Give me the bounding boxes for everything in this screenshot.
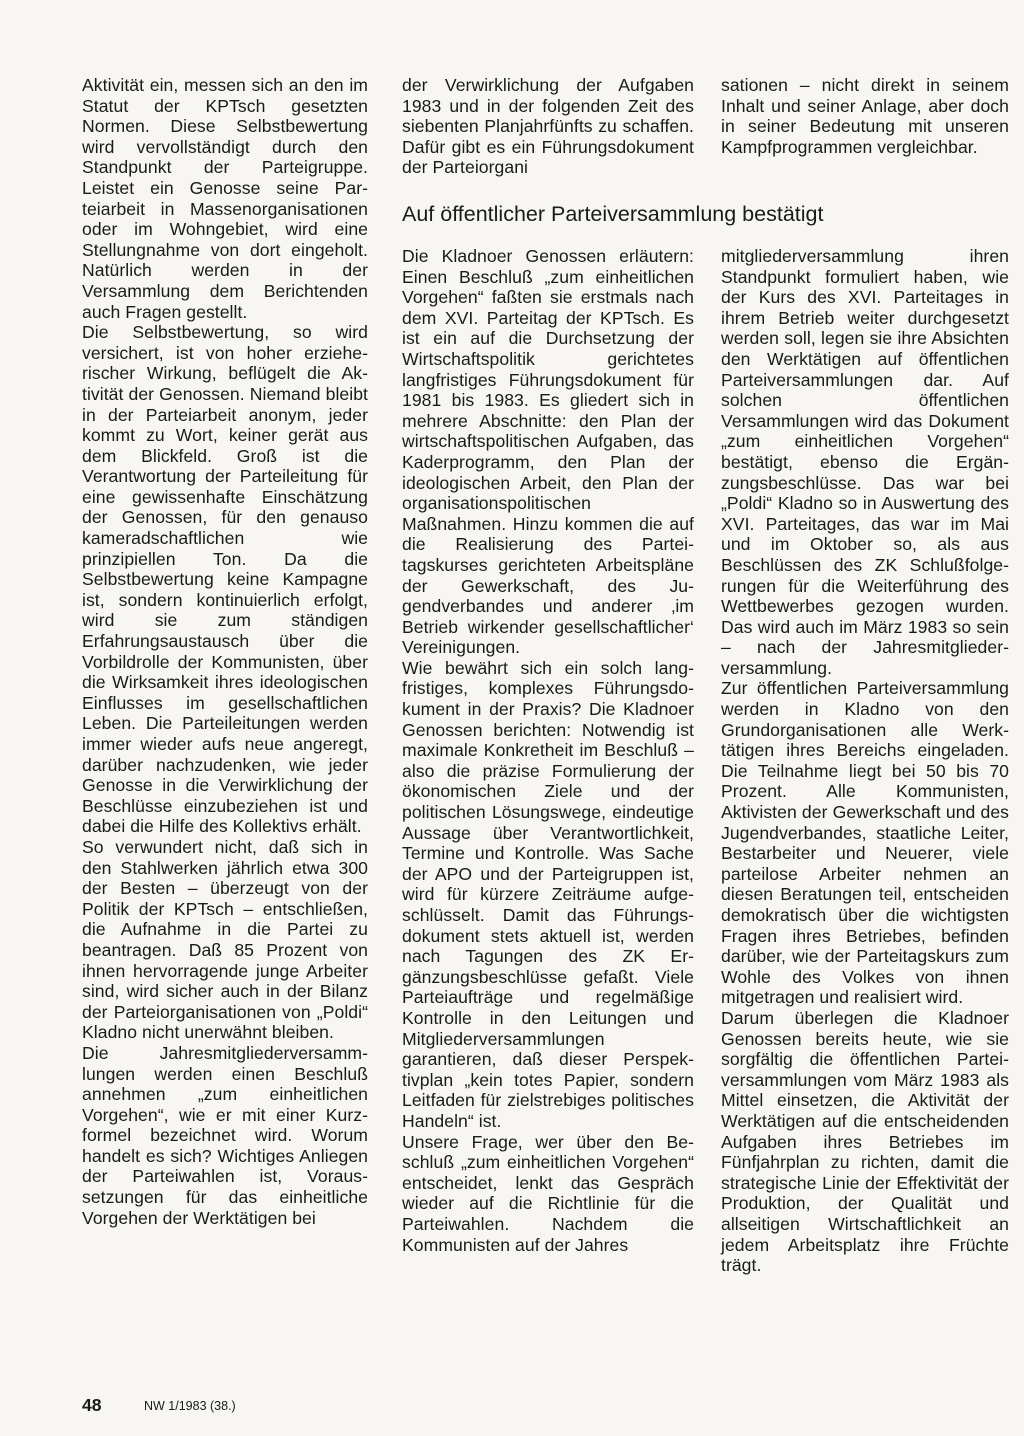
paragraph: Die Jahresmitgliederversammlungen werden einen Beschluß annehmen „zum einheitlichen Vorgehen“, wie er mit einer Kurzformel bezeichnet wird. Worum handelt es sich? Wichtiges Anliegen der Parteiwahlen ist, Voraussetzungen für das einheitliche Vorgehen der Werktätigen bei bbox=[82, 1042, 368, 1228]
column-1 bbox=[82, 75, 368, 1228]
paragraph: sationen – nicht direkt in seinem Inhalt und seiner Anlage, aber doch in seiner Bedeutung mit unseren Kampfprogrammen vergleichbar. bbox=[721, 75, 1009, 157]
paragraph: Darum überlegen die Kladnoer Genossen bereits heute, wie sie sorgfältig die öffentlichen Parteiversammlungen vom März 1983 als Mittel einsetzen, die Aktivität der Werktätigen auf die entscheidenden Aufgaben ihres Betriebes im Fünfjahrplan zu richten, damit die strategische Linie der Effektivität der Produktion, der Qualität und allseitigen Wirtschaftlichkeit an jedem Arbeitsplatz ihre Früchte trägt. bbox=[721, 1007, 1009, 1276]
paragraph: mitgliederversammlung ihren Standpunkt formuliert haben, wie der Kurs des XVI. Parteitages in ihrem Betrieb weiter durchgesetzt werden soll, legen sie ihre Absichten den Werktätigen auf öffentlichen Parteiversammlungen dar. Auf solchen öffentlichen Versammlungen wird das Dokument „zum einheitlichen Vorgehen“ bestätigt, ebenso die Ergänzungsbeschlüsse. Das war bei „Poldi“ Kladno so in Auswertung des XVI. Parteitages, das war im Mai und im Oktober so, als aus Beschlüssen des ZK Schlußfolgerungen für die Weiterführung des Wettbewerbes gezogen wurden. Das wird auch im März 1983 so sein – nach der Jahresmitgliederversammlung. bbox=[721, 246, 1009, 678]
paragraph: Die Kladnoer Genossen erläutern: Einen Beschluß „zum einheitlichen Vorgehen“ faßten sie erstmals nach dem XVI. Parteitag der KPTsch. Es ist ein auf die Durchsetzung der Wirtschaftspolitik gerichtetes langfristiges Führungsdokument für 1981 bis 1983. Es gliedert sich in mehrere Abschnitte: den Plan der wirtschaftspolitischen Aufgaben, das Kaderprogramm, den Plan der ideologischen Arbeit, den Plan der organisationspolitischen Maßnahmen. Hinzu kommen die auf die Realisierung des Parteitagskurses gerichteten Arbeitspläne der Gewerkschaft, des Jugendverbandes und anderer ‚im Betrieb wirkender gesellschaftlicher‘ Vereinigungen. bbox=[402, 246, 694, 658]
paragraph: Unsere Frage, wer über den Beschluß „zum einheitlichen Vorgehen“ entscheidet, lenkt das Gespräch wieder auf die Richtlinie für die Parteiwahlen. Nachdem die Kommunisten auf der Jahres bbox=[402, 1131, 694, 1255]
issue-reference: NW 1/1983 (38.) bbox=[144, 1399, 236, 1413]
paragraph: Wie bewährt sich ein solch langfristiges, komplexes Führungsdokument in der Praxis? Die Kladnoer Genossen berichten: Notwendig ist maximale Konkretheit im Beschluß – also die präzise Formulierung der ökonomischen Ziele und der politischen Lösungswege, eindeutige Aussage über Verantwortlichkeit, Termine und Kontrolle. Was Sache der APO und der Parteigruppen ist, wird für kürzere Zeiträume aufgeschlüsselt. Damit das Führungsdokument stets aktuell ist, werden nach Tagungen des ZK Ergänzungsbeschlüsse gefaßt. Viele Parteiaufträge und regelmäßige Kontrolle in den Leitungen und Mitgliederversammlungen garantieren, daß dieser Perspektivplan „kein totes Papier, sondern Leitfaden für zielstrebiges politisches Handeln“ ist. bbox=[402, 657, 694, 1131]
page-number: 48 bbox=[82, 1395, 102, 1415]
column-3-top bbox=[721, 75, 1009, 157]
column-2-top bbox=[402, 75, 694, 178]
column-2 bbox=[402, 246, 694, 1255]
paragraph: Aktivität ein, messen sich an den im Statut der KPTsch gesetzten Normen. Diese Selbstbewertung wird vervollständigt durch den Standpunkt der Parteigruppe. Leistet ein Genosse seine Parteiarbeit in Massenorganisationen oder im Wohngebiet, wird eine Stellungnahme von dort eingeholt. Natürlich werden in der Versammlung dem Berichtenden auch Fragen gestellt. bbox=[82, 75, 368, 322]
paragraph: Die Selbstbewertung, so wird versichert, ist von hoher erzieherischer Wirkung, beflügelt die Aktivität der Genossen. Niemand bleibt in der Parteiarbeit anonym, jeder kommt zu Wort, keiner gerät aus dem Blickfeld. Groß ist die Verantwortung der Parteileitung für eine gewissenhafte Einschätzung der Genossen, für den genauso kameradschaftlichen wie prinzipiellen Ton. Da die Selbstbewertung keine Kampagne ist, sondern kontinuierlich erfolgt, wird sie zum ständigen Erfahrungsaustausch über die Vorbildrolle der Kommunisten, über die Wirksamkeit ihres ideologischen Einflusses im gesellschaftlichen Leben. Die Parteileitungen werden immer wieder aufs neue angeregt, darüber nachzudenken, wie jeder Genosse in die Verwirklichung der Beschlüsse einzubeziehen ist und dabei die Hilfe des Kollektivs erhält. bbox=[82, 322, 368, 837]
paragraph: So verwundert nicht, daß sich in den Stahlwerken jährlich etwa 300 der Besten – überzeugt von der Politik der KPTsch – entschließen, die Aufnahme in die Partei zu beantragen. Daß 85 Prozent von ihnen hervorragende junge Arbeiter sind, wird sicher auch in der Bilanz der Parteiorganisationen von „Poldi“ Kladno nicht unerwähnt bleiben. bbox=[82, 836, 368, 1043]
column-3 bbox=[721, 246, 1009, 1276]
paragraph: der Verwirklichung der Aufgaben 1983 und in der folgenden Zeit des siebenten Planjahrfünfts zu schaffen. Dafür gibt es ein Führungsdokument der Parteiorgani bbox=[402, 75, 694, 178]
section-headline: Auf öffentlicher Parteiversammlung bestätigt bbox=[402, 202, 824, 226]
paragraph: Zur öffentlichen Parteiversammlung werden in Kladno von den Grundorganisationen alle Werktätigen ihres Bereichs eingeladen. Die Teilnahme liegt bei 50 bis 70 Prozent. Alle Kommunisten, Aktivisten der Gewerkschaft und des Jugendverbandes, staatliche Leiter, Bestarbeiter und Neuerer, viele parteilose Arbeiter nehmen an diesen Beratungen teil, entscheiden demokratisch über die wichtigsten Fragen ihres Betriebes, befinden darüber, wie der Parteitagskurs zum Wohle des Volkes von ihnen mitgetragen und realisiert wird. bbox=[721, 678, 1009, 1008]
